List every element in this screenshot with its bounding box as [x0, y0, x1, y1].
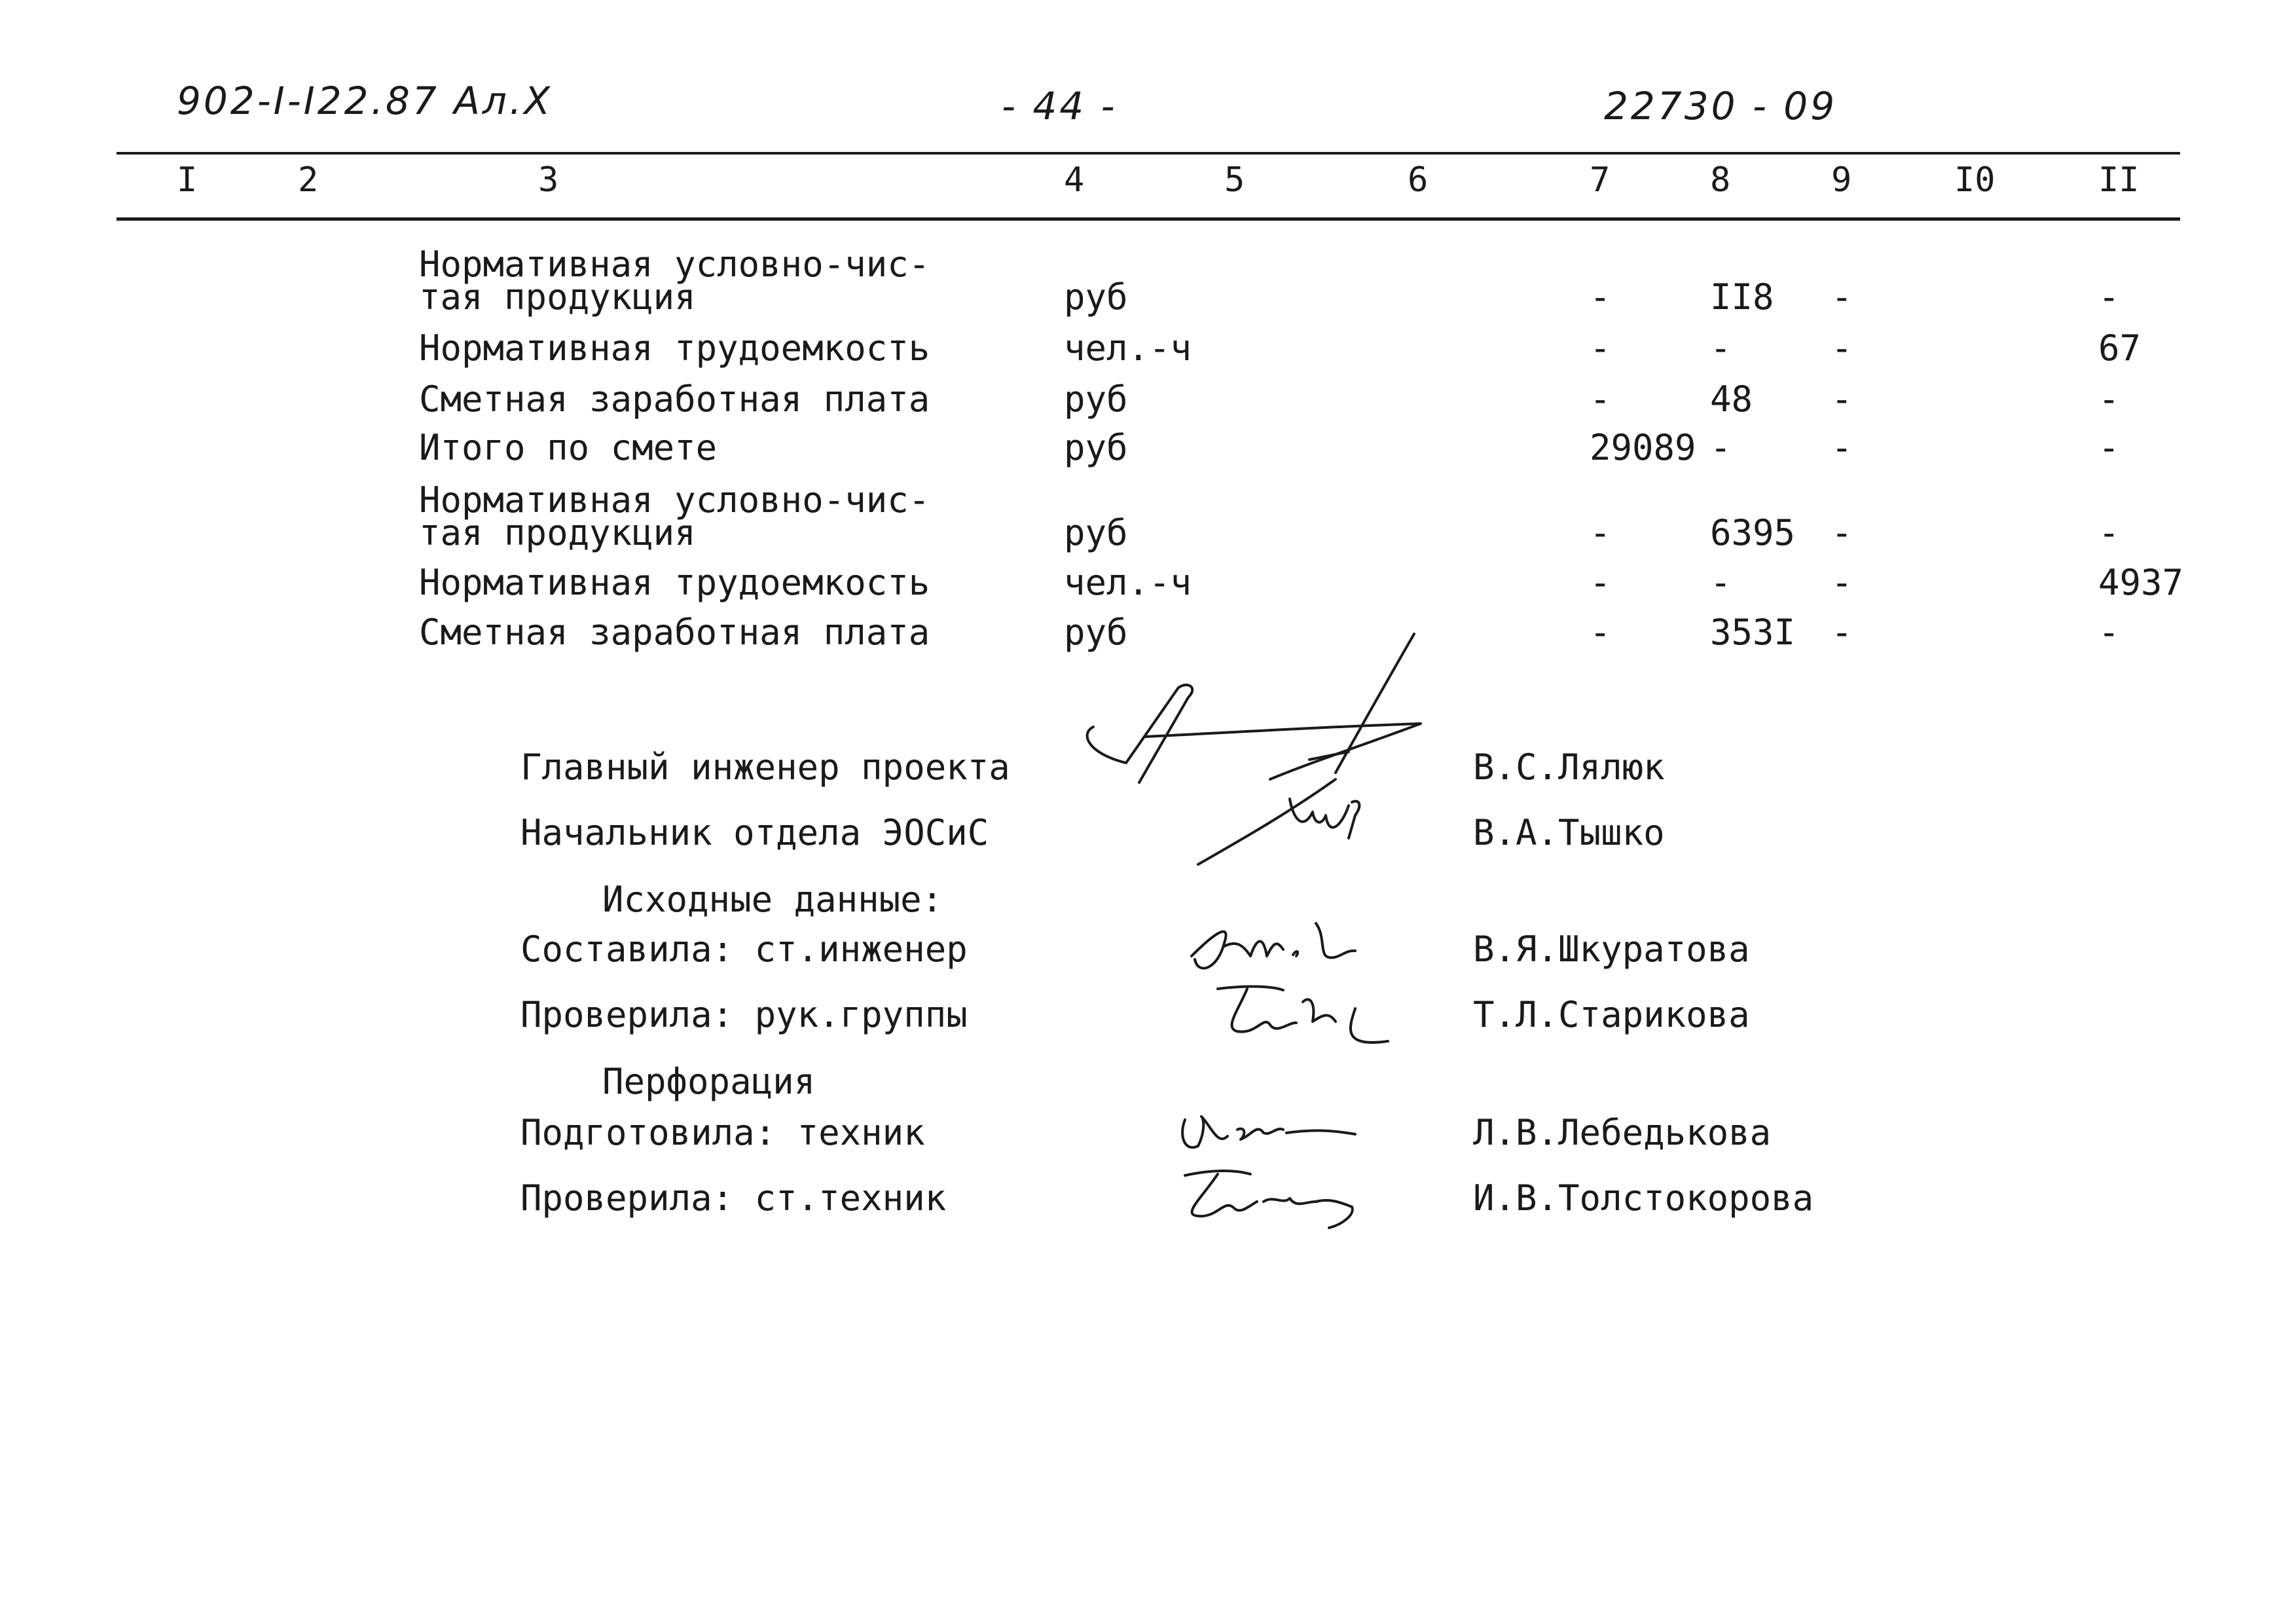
row-col7: -	[1590, 512, 1611, 553]
row-col9: -	[1831, 562, 1853, 603]
checked-group-signature	[1198, 976, 1414, 1054]
row-col7: -	[1590, 612, 1611, 653]
row-label-line1: Нормативная условно-чис-	[419, 479, 930, 521]
row-unit: руб	[1064, 378, 1128, 420]
name-compiled: В.Я.Шкуратова	[1473, 929, 1750, 970]
role-checked-tech: Проверила: ст.техник	[520, 1177, 947, 1219]
role-chief-engineer: Главный инженер проекта	[520, 747, 1010, 788]
prepared-signature	[1165, 1100, 1368, 1159]
column-number: 4	[1064, 160, 1085, 200]
row-unit: руб	[1064, 427, 1128, 468]
row-col11: -	[2098, 512, 2120, 553]
row-label: Итого по смете	[419, 427, 718, 468]
row-col9: -	[1831, 276, 1853, 318]
row-col11: -	[2098, 378, 2120, 420]
table-top-rule	[117, 152, 2180, 155]
name-checked-tech: И.В.Толстокорова	[1473, 1177, 1814, 1219]
role-checked-group: Проверила: рук.группы	[520, 994, 968, 1035]
row-col8: 353I	[1710, 612, 1796, 653]
row-col8: -	[1710, 562, 1732, 603]
document-number: 22730 - 09	[1604, 84, 1838, 128]
column-number: 8	[1710, 160, 1731, 200]
name-checked-group: Т.Л.Старикова	[1473, 994, 1750, 1035]
column-number: II	[2098, 160, 2140, 200]
row-col9: -	[1831, 612, 1853, 653]
row-unit: чел.-ч	[1064, 562, 1192, 603]
column-number: 5	[1224, 160, 1245, 200]
name-department-head: В.А.Тышко	[1473, 812, 1665, 853]
row-col8: 6395	[1710, 512, 1796, 553]
row-col11: 67	[2098, 327, 2141, 369]
column-number: I	[177, 160, 198, 200]
row-col7: -	[1590, 562, 1611, 603]
column-number: 9	[1831, 160, 1852, 200]
row-label: Сметная заработная плата	[419, 378, 930, 420]
row-label-line1: Нормативная условно-чис-	[419, 244, 930, 285]
row-col11: -	[2098, 427, 2120, 468]
name-chief-engineer: В.С.Лялюк	[1473, 747, 1665, 788]
row-unit: руб	[1064, 276, 1128, 318]
perforation-heading: Перфорация	[602, 1061, 816, 1102]
checked-tech-signature	[1165, 1162, 1368, 1234]
row-col11: 4937	[2098, 562, 2184, 603]
row-col9: -	[1831, 378, 1853, 420]
row-col8: 48	[1710, 378, 1753, 420]
row-col8: -	[1710, 427, 1732, 468]
row-col7: -	[1590, 276, 1611, 318]
column-number: I0	[1954, 160, 1995, 200]
row-label: Нормативная трудоемкость	[419, 562, 930, 603]
row-col8: -	[1710, 327, 1732, 369]
role-prepared: Подготовила: техник	[520, 1112, 925, 1153]
row-col7: 29089	[1590, 427, 1696, 468]
column-number: 6	[1408, 160, 1429, 200]
department-head-signature	[1192, 753, 1388, 871]
row-col9: -	[1831, 427, 1853, 468]
role-compiled: Составила: ст.инженер	[520, 929, 968, 970]
source-data-heading: Исходные данные:	[602, 879, 943, 920]
row-col11: -	[2098, 612, 2120, 653]
table-header-rule	[117, 217, 2180, 221]
row-label-line2: тая продукция	[419, 276, 696, 318]
page-number: - 44 -	[1002, 84, 1118, 128]
row-label-line2: тая продукция	[419, 512, 696, 553]
row-unit: руб	[1064, 512, 1128, 553]
row-unit: чел.-ч	[1064, 327, 1192, 369]
row-col7: -	[1590, 327, 1611, 369]
document-code: 902-I-I22.87 Ал.X	[177, 79, 553, 123]
row-label: Нормативная трудоемкость	[419, 327, 930, 369]
column-number: 3	[538, 160, 559, 200]
row-col8: II8	[1710, 276, 1774, 318]
row-col9: -	[1831, 512, 1853, 553]
row-unit: руб	[1064, 612, 1128, 653]
row-col11: -	[2098, 276, 2120, 318]
role-department-head: Начальник отдела ЭОСиС	[520, 812, 989, 853]
column-number: 2	[298, 160, 319, 200]
name-prepared: Л.В.Лебедькова	[1473, 1112, 1772, 1153]
row-col7: -	[1590, 378, 1611, 420]
column-number: 7	[1590, 160, 1611, 200]
row-col9: -	[1831, 327, 1853, 369]
row-label: Сметная заработная плата	[419, 612, 930, 653]
